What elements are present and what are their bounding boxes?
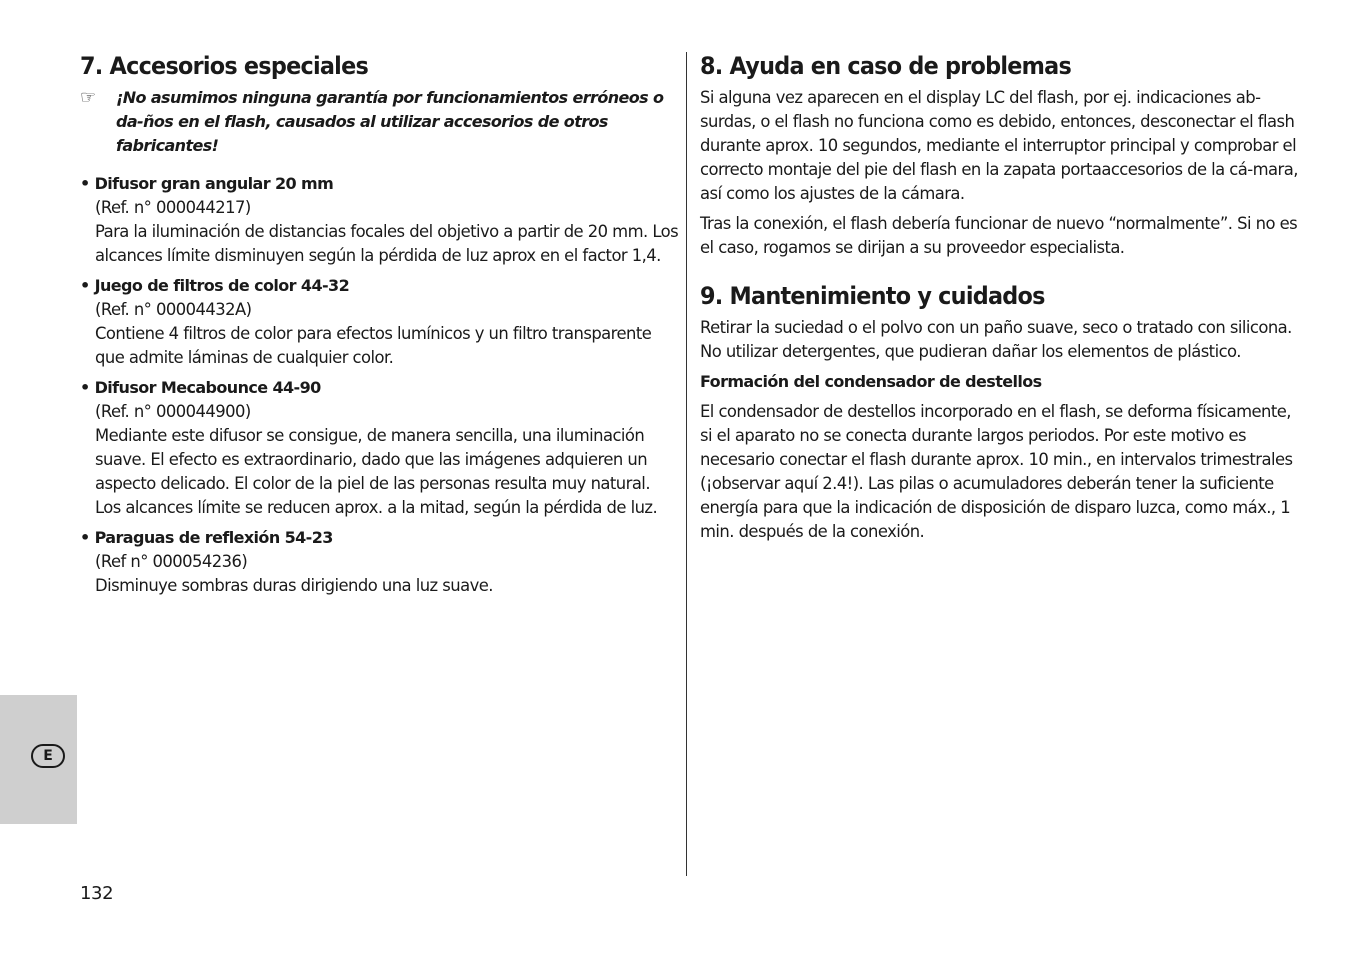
section-8-paragraph: Si alguna vez aparecen en el display LC del flash, por ej. indicaciones ab-surdas, o el flash no funciona como es debido, entonces, desconectar el flash durante aprox. 10 segundos, mediante el interruptor principal y comprobar el correcto montaje del pie del flash en la zapata portaaccesorios de la cá-mara, así como los ajustes de la cámara.: [700, 88, 1298, 203]
accessory-description: Mediante este difusor se consigue, de manera sencilla, una iluminación suave. El efecto es extraordinario, dado que las imágenes adquieren un aspecto delicado. El color de la piel de las personas resulta muy natural. Los alcances límite se reducen aprox. a la mitad, según la pérdida de luz.: [95, 426, 658, 517]
accessory-ref: (Ref. n° 000044217): [95, 198, 251, 217]
page-number: 132: [80, 883, 114, 904]
accessory-ref: (Ref. n° 000044900): [95, 402, 251, 421]
section-9-heading: 9. Mantenimiento y cuidados: [700, 282, 1045, 310]
section-9-intro: Retirar la suciedad o el polvo con un paño suave, seco o tratado con silicona. No utilizar detergentes, que pudieran dañar los elementos de plástico.: [700, 318, 1292, 361]
accessory-item-wide-angle: [80, 172, 680, 268]
accessory-ref: (Ref n° 000054236): [95, 552, 248, 571]
accessory-item-color-filters: [80, 274, 680, 370]
column-divider: [686, 52, 687, 876]
accessory-title: • Difusor gran angular 20 mm: [80, 174, 334, 193]
accessory-item-umbrella: [80, 526, 680, 598]
accessory-body: [80, 400, 680, 520]
section-spacer: [700, 266, 1300, 280]
accessory-title: • Juego de filtros de color 44-32: [80, 276, 350, 295]
accessory-description: Para la iluminación de distancias focales del objetivo a partir de 20 mm. Los alcances límite disminuyen según la pérdida de luz aprox en el factor 1,4.: [95, 222, 679, 265]
accessory-body: [80, 196, 680, 268]
accessory-description: Contiene 4 filtros de color para efectos lumínicos y un filtro transparente que admite láminas de cualquier color.: [95, 324, 652, 367]
section-7-heading: 7. Accesorios especiales: [80, 52, 369, 80]
warning-note: [80, 86, 680, 158]
accessory-body: [80, 298, 680, 370]
accessory-item-mecabounce: [80, 376, 680, 520]
condenser-subheading: Formación del condensador de destellos: [700, 372, 1042, 391]
language-badge: E: [31, 744, 65, 768]
warning-text: ¡No asumimos ninguna garantía por funcionamientos erróneos o da-ños en el flash, causados al utilizar accesorios de otros fabricantes!: [116, 88, 664, 155]
accessory-title: • Paraguas de reflexión 54-23: [80, 528, 333, 547]
left-column: [80, 50, 680, 604]
accessory-body: [80, 550, 680, 598]
pointing-hand-icon: ☞: [80, 87, 97, 108]
accessory-title: • Difusor Mecabounce 44-90: [80, 378, 321, 397]
section-8-heading: 8. Ayuda en caso de problemas: [700, 52, 1071, 80]
right-column: [700, 50, 1300, 550]
accessory-ref: (Ref. n° 00004432A): [95, 300, 252, 319]
accessory-description: Disminuye sombras duras dirigiendo una luz suave.: [95, 576, 493, 595]
section-8-paragraph: Tras la conexión, el flash debería funcionar de nuevo “normalmente”. Si no es el caso, rogamos se dirijan a su proveedor especialista.: [700, 214, 1298, 257]
condenser-text: El condensador de destellos incorporado en el flash, se deforma físicamente, si el aparato no se conecta durante largos periodos. Por este motivo es necesario conectar el flash durante aprox. 10 min., en intervalos trimestrales (¡observar aquí 2.4!). Las pilas o acumuladores deberán tener la suficiente energía para que la indicación de disposición de disparo luzca, como máx., 1 min. después de la conexión.: [700, 402, 1293, 541]
